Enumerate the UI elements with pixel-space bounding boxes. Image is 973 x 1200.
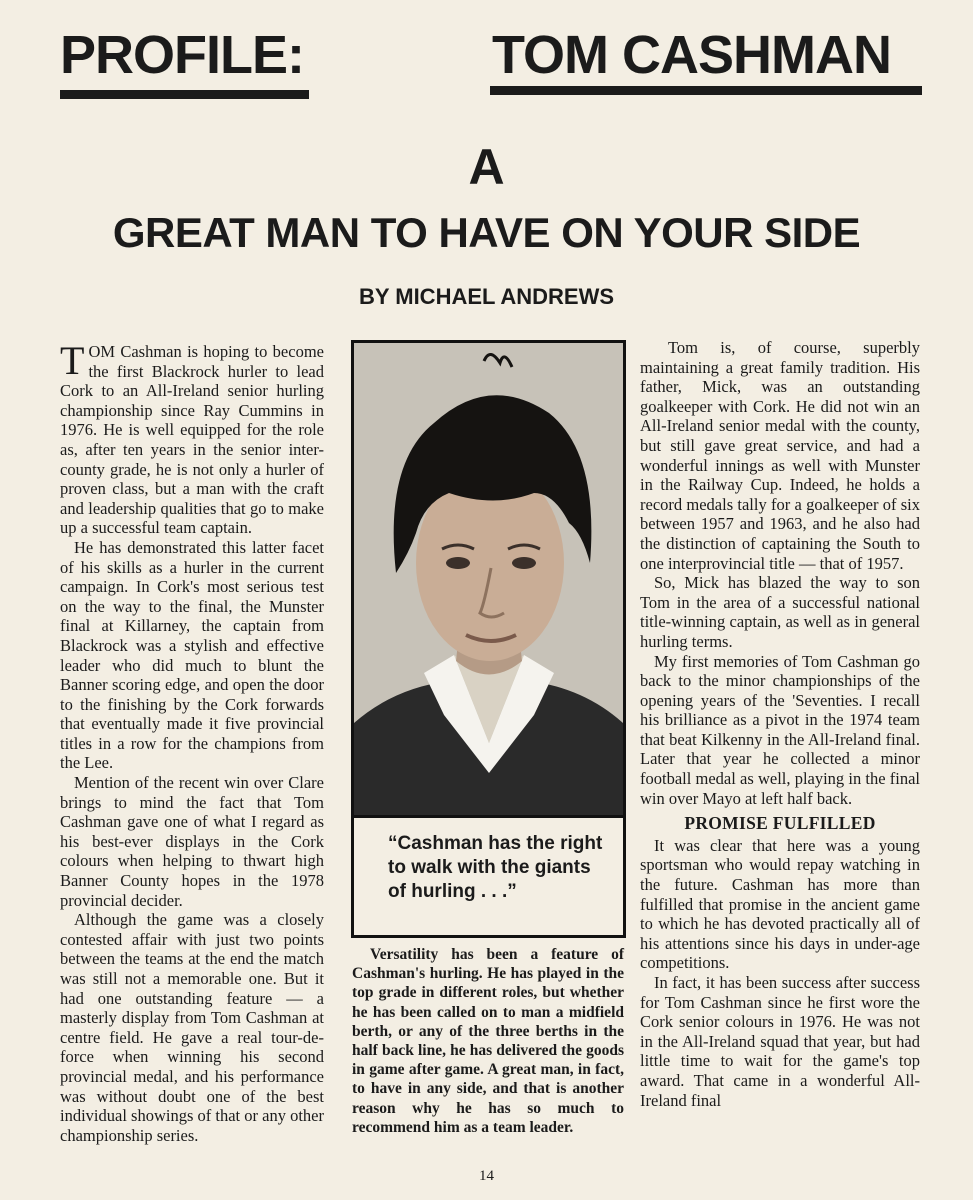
page-number: 14 (479, 1168, 494, 1184)
kicker-underline-left (60, 90, 309, 99)
byline: BY MICHAEL ANDREWS (358, 284, 615, 309)
body-paragraph: It was clear that here was a young sportsman who would repay watching in the future. Cashman has more than fulfilled that promise in the ancient game to which he has devoted practically all of his attentions since his days in under-age competitions. (640, 835, 920, 973)
opening-paragraph: TOM Cashman is hoping to become the first Blackrock hurler to lead Cork to an All-Ireland senior hurling championship since Ray Cummins in 1976. He is well equipped for the role as, after ten years in the senior inter-county grade, he is not only a hurler of proven class, but a man with the craft and leadership qualities that go to make up a successful team captain. (60, 338, 324, 538)
drop-cap: T (60, 338, 85, 383)
body-paragraph: So, Mick has blazed the way to son Tom in the area of a successful national title-winning captain, as well as in general hurling terms. (640, 573, 920, 651)
kicker-underline-right (490, 86, 922, 95)
headline: GREAT MAN TO HAVE ON YOUR SIDE (112, 209, 861, 256)
body-paragraph: My first memories of Tom Cashman go back to the minor championships of the opening years of the 'Seventies. I recall his brilliance as a pivot in the 1974 team that beat Kilkenny in the All-Ireland final. Later that year he collected a minor football medal as well, playing in the final win over Mayo at left half back. (640, 651, 920, 808)
body-paragraph: Although the game was a closely contested affair with just two points between the teams at the end the match was still not a memorable one. But it had one outstanding feature — a masterly display from Tom Cashman at centre field. He gave a real tour-de-force when winning his second provincial medal, and his performance was without doubt one of the best individual showings of that or any other championship series. (60, 910, 324, 1145)
section-kicker: PROFILE: (60, 25, 304, 85)
caption-text: Versatility has been a feature of Cashman's hurling. He has played in the top grade in different roles, but whether he has been called on to man a midfield berth, or any of the three berths in the half back line, he has delivered the goods in game after game. A great man, in fact, to have in any side, and that is another reason why he has so much to recommend him as a team leader. (352, 946, 624, 1136)
body-paragraph: In fact, it has been success after success for Tom Cashman since he first wore the Cork senior colours in 1976. He was not in the All-Ireland squad that year, but had little time to wait for the game's top award. That came in a wonderful All-Ireland final (640, 973, 920, 1110)
photo-caption (352, 945, 624, 1137)
portrait-photo (351, 340, 626, 818)
portrait-illustration (354, 343, 623, 815)
profile-subject-name: TOM CASHMAN (492, 25, 891, 85)
headline-article: A (468, 139, 505, 195)
right-column (640, 338, 920, 1110)
pull-quote: “Cashman has the right to walk with the giants of hurling . . .” (351, 818, 626, 938)
body-paragraph: He has demonstrated this latter facet of his skills as a hurler in the current campaign. In Cork's most serious test on the way to the final, the Munster final at Killarney, the captain from Blackrock was a stylish and effective leader who did much to blunt the Banner scoring edge, and open the door to the finishing by the Cork forwards that eventually made it five provincial titles in a row for the champions from the Lee. (60, 537, 324, 773)
body-paragraph: Tom is, of course, superbly maintaining a great family tradition. His father, Mick, was an outstanding goalkeeper with Cork. He did not win an All-Ireland senior medal with the county, but still gave great service, and had a wonderful innings as well with Munster in the Railway Cup. Indeed, he holds a record medals tally for a goalkeeper of six between 1957 and 1963, and he also had the distinction of captaining the South to one interprovincial title — that of 1957. (640, 338, 920, 573)
subheading: PROMISE FULFILLED (684, 813, 876, 834)
left-column (60, 338, 324, 1145)
body-paragraph: Mention of the recent win over Clare brings to mind the fact that Tom Cashman gave one of what I regard as his best-ever displays in the Cork colours when helping to thwart high Banner County hopes in the 1978 provincial decider. (60, 773, 324, 910)
